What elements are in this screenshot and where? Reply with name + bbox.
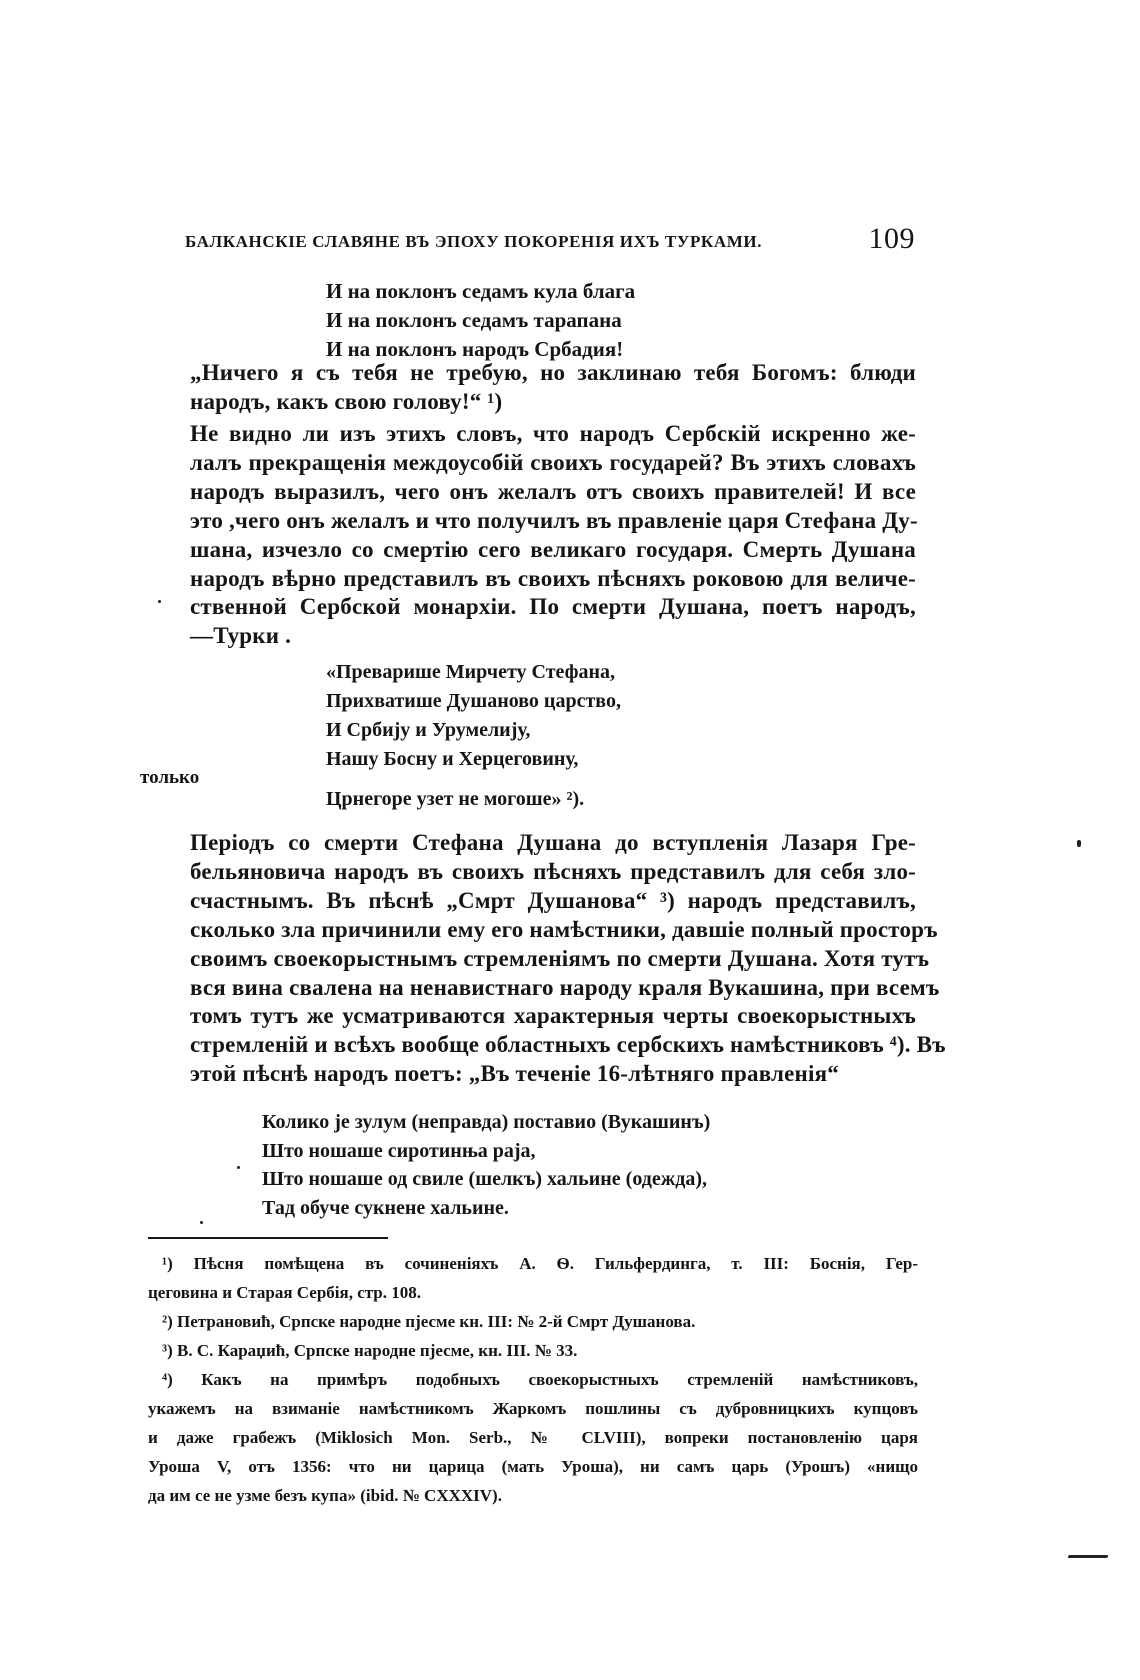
verse-line: Тад обуче сукнене хальине. — [262, 1196, 509, 1219]
text-line: сколько зла причинили ему его намѣстники, давшіе полный просторъ — [190, 916, 938, 942]
text-line: этой пѣснѣ народъ поетъ: „Въ теченіе 16-лѣтняго правленія“ — [190, 1061, 839, 1087]
text-line: вся вина свалена на ненавистнаго народу краля Вукашина, при всемъ — [190, 974, 940, 1000]
footnote-line: ²) Петрановић, Српске народне пјесме кн. III: № 2-й Смрт Душанова. — [162, 1312, 696, 1331]
verse-line: Нашу Босну и Херцеговину, — [326, 748, 579, 770]
page-header — [185, 220, 915, 260]
ink-speck — [200, 1221, 203, 1224]
paragraph-2 — [190, 420, 916, 651]
page-number: 109 — [868, 222, 915, 255]
text-line: стремленій и всѣхъ вообще областныхъ сербскихъ намѣстниковъ ⁴). Въ — [190, 1032, 946, 1058]
verse-block-1 — [326, 277, 635, 364]
footnote-3 — [148, 1336, 918, 1365]
footnote-line: укажемъ на взиманіе намѣстникомъ Жаркомъ пошлины съ дубровницкихъ купцовъ — [148, 1399, 918, 1418]
footnote-line: цеговина и Старая Сербія, стр. 108. — [148, 1283, 422, 1302]
footnote-line: ¹) Пѣсня помѣщена въ сочиненіяхъ А. Ѳ. Гильфердинга, т. III: Боснія, Гер- — [162, 1254, 918, 1273]
text-line: это ,чего онъ желалъ и что получилъ въ правленіе царя Стефана Ду- — [190, 507, 918, 533]
word-tolko: только — [140, 767, 200, 788]
text-line: Не видно ли изъ этихъ словъ, что народъ Сербскій искренно же- — [190, 421, 916, 446]
paragraph-3 — [190, 829, 946, 1089]
verse-line: «Преварише Мирчету Стефана, — [326, 661, 615, 683]
paragraph-1 — [190, 359, 916, 417]
footnote-4 — [148, 1365, 918, 1510]
text-line: шана, изчезло со смертію сего великаго государя. Смерть Душана — [190, 536, 916, 562]
ink-speck — [1077, 840, 1081, 847]
verse-line-last: Црнегоре узет не могоше» ²). — [326, 788, 585, 810]
text-line: своимъ своекорыстнымъ стремленіямъ по смерти Душана. Хотя тутъ — [190, 945, 930, 971]
text-line: народъ, какъ свою голову!“ ¹) — [190, 388, 503, 414]
ink-dash — [1067, 1555, 1108, 1558]
verse-block-3 — [262, 1108, 710, 1222]
verse-line: Прихватише Душаново царство, — [326, 690, 621, 712]
verse-line: Што ношаше сиротинња раја, — [262, 1139, 536, 1162]
verse-line: И на поклонъ седамъ кула блага — [326, 279, 636, 303]
text-line: Періодъ со смерти Стефана Душана до вступленія Лазаря Гре- — [190, 830, 916, 855]
footnote-line: ³) В. С. Караџић, Српске народне пјесме, кн. III. № 33. — [162, 1341, 578, 1360]
verse-line: И Србију и Урумелију, — [326, 719, 531, 741]
ink-speck — [237, 1166, 240, 1169]
footnote-1 — [148, 1249, 918, 1307]
footnote-line: Уроша V, отъ 1356: что ни царица (мать Уроша), ни самъ царь (Урошъ) «нищо — [148, 1457, 918, 1476]
footnote-2 — [148, 1307, 918, 1336]
text-line: лалъ прекращенія междоусобій своихъ государей? Въ этихъ словахъ — [190, 449, 916, 475]
running-head: БАЛКАНСКІЕ СЛАВЯНЕ ВЪ ЭПОХУ ПОКОРЕНІЯ ИХЪ ТУРКАМИ. — [185, 232, 763, 251]
footnote-line: ⁴) Какъ на примѣръ подобныхъ своекорыстныхъ стремленій намѣстниковъ, — [162, 1370, 918, 1389]
text-line: „Ничего я съ тебя не требую, но заклинаю тебя Богомъ: блюди — [190, 360, 916, 385]
footnote-line: и даже грабежъ (Miklosich Mon. Serb., № CLVIII), вопреки постановленію царя — [148, 1428, 918, 1447]
text-line: ственной Сербской монархіи. По смерти Душана, поетъ народъ, — [190, 594, 916, 620]
text-line: народъ вѣрно представилъ въ своихъ пѣсняхъ роковою для величе- — [190, 565, 916, 591]
verse-line: Што ношаше од свиле (шелкъ) хальине (одежда), — [262, 1168, 708, 1190]
ink-speck — [158, 600, 161, 603]
verse-line: И на поклонъ народъ Србадия! — [326, 337, 624, 361]
text-line: томъ тутъ же усматриваются характерныя черты своекорыстныхъ — [190, 1003, 916, 1029]
text-line: народъ выразилъ, чего онъ желалъ отъ своихъ правителей! И все — [190, 478, 916, 504]
text-line: счастнымъ. Въ пѣснѣ „Смрт Душанова“ ³) народъ представилъ, — [190, 887, 916, 913]
text-line: бельяновича народъ въ своихъ пѣсняхъ представилъ для себя зло- — [190, 858, 916, 884]
footnote-rule — [148, 1237, 388, 1239]
footnote-line: да им се не узме безъ купа» (ibid. № CXXXIV). — [148, 1486, 502, 1505]
verse-line: Колико је зулум (неправда) поставио (Вукашинъ) — [262, 1111, 711, 1133]
verse-line: И на поклонъ седамъ тарапана — [326, 308, 622, 332]
verse-block-2 — [326, 658, 621, 774]
text-line: —Турки . — [190, 623, 292, 649]
